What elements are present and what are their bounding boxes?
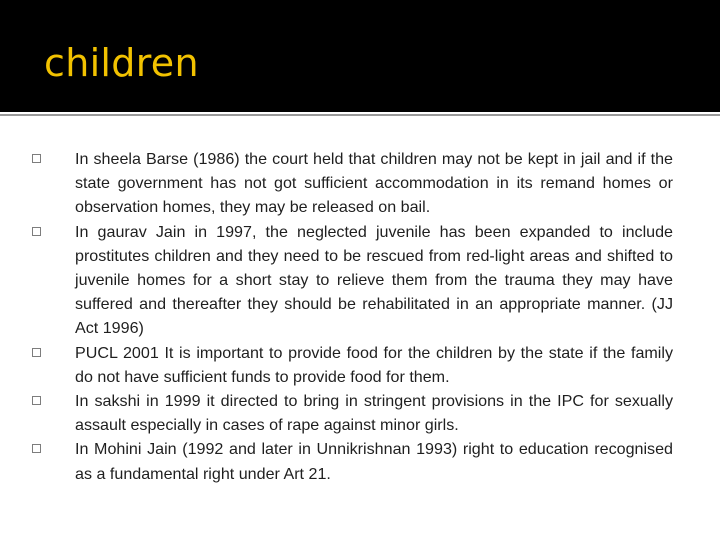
title-divider	[0, 114, 720, 116]
bullet-text-2: In gaurav Jain in 1997, the neglected juvenile has been expanded to include prostitutes children and they need to be rescued from red-light areas and shifted to juvenile homes for a short stay to relieve them from the trauma they may have suffered and thereafter they should be rehabilitated in an appropriate manner. (JJ Act 1996)	[75, 222, 673, 338]
bullet-text-5: In Mohini Jain (1992 and later in Unnikrishnan 1993) right to education recognised as a fundamental right under Art 21.	[75, 440, 673, 483]
slide-title: children	[44, 41, 199, 85]
bullet-item-2	[75, 220, 673, 341]
bullet-text-4: In sakshi in 1999 it directed to bring in stringent provisions in the IPC for sexually assault especially in cases of rape against minor girls.	[75, 392, 673, 435]
bullet-list	[75, 147, 673, 486]
bullet-square-icon	[32, 396, 41, 405]
bullet-item-4	[75, 389, 673, 437]
bullet-square-icon	[32, 154, 41, 163]
bullet-square-icon	[32, 227, 41, 236]
bullet-square-icon	[32, 444, 41, 453]
bullet-text-3: PUCL 2001 It is important to provide food for the children by the state if the family do not have sufficient funds to provide food for them.	[75, 343, 673, 386]
bullet-text-1: In sheela Barse (1986) the court held that children may not be kept in jail and if the state government has not got sufficient accommodation in its remand homes or observation homes, they may be released on bail.	[75, 150, 673, 217]
bullet-square-icon	[32, 348, 41, 357]
bullet-item-1	[75, 147, 673, 220]
bullet-item-3	[75, 341, 673, 389]
bullet-item-5	[75, 437, 673, 485]
